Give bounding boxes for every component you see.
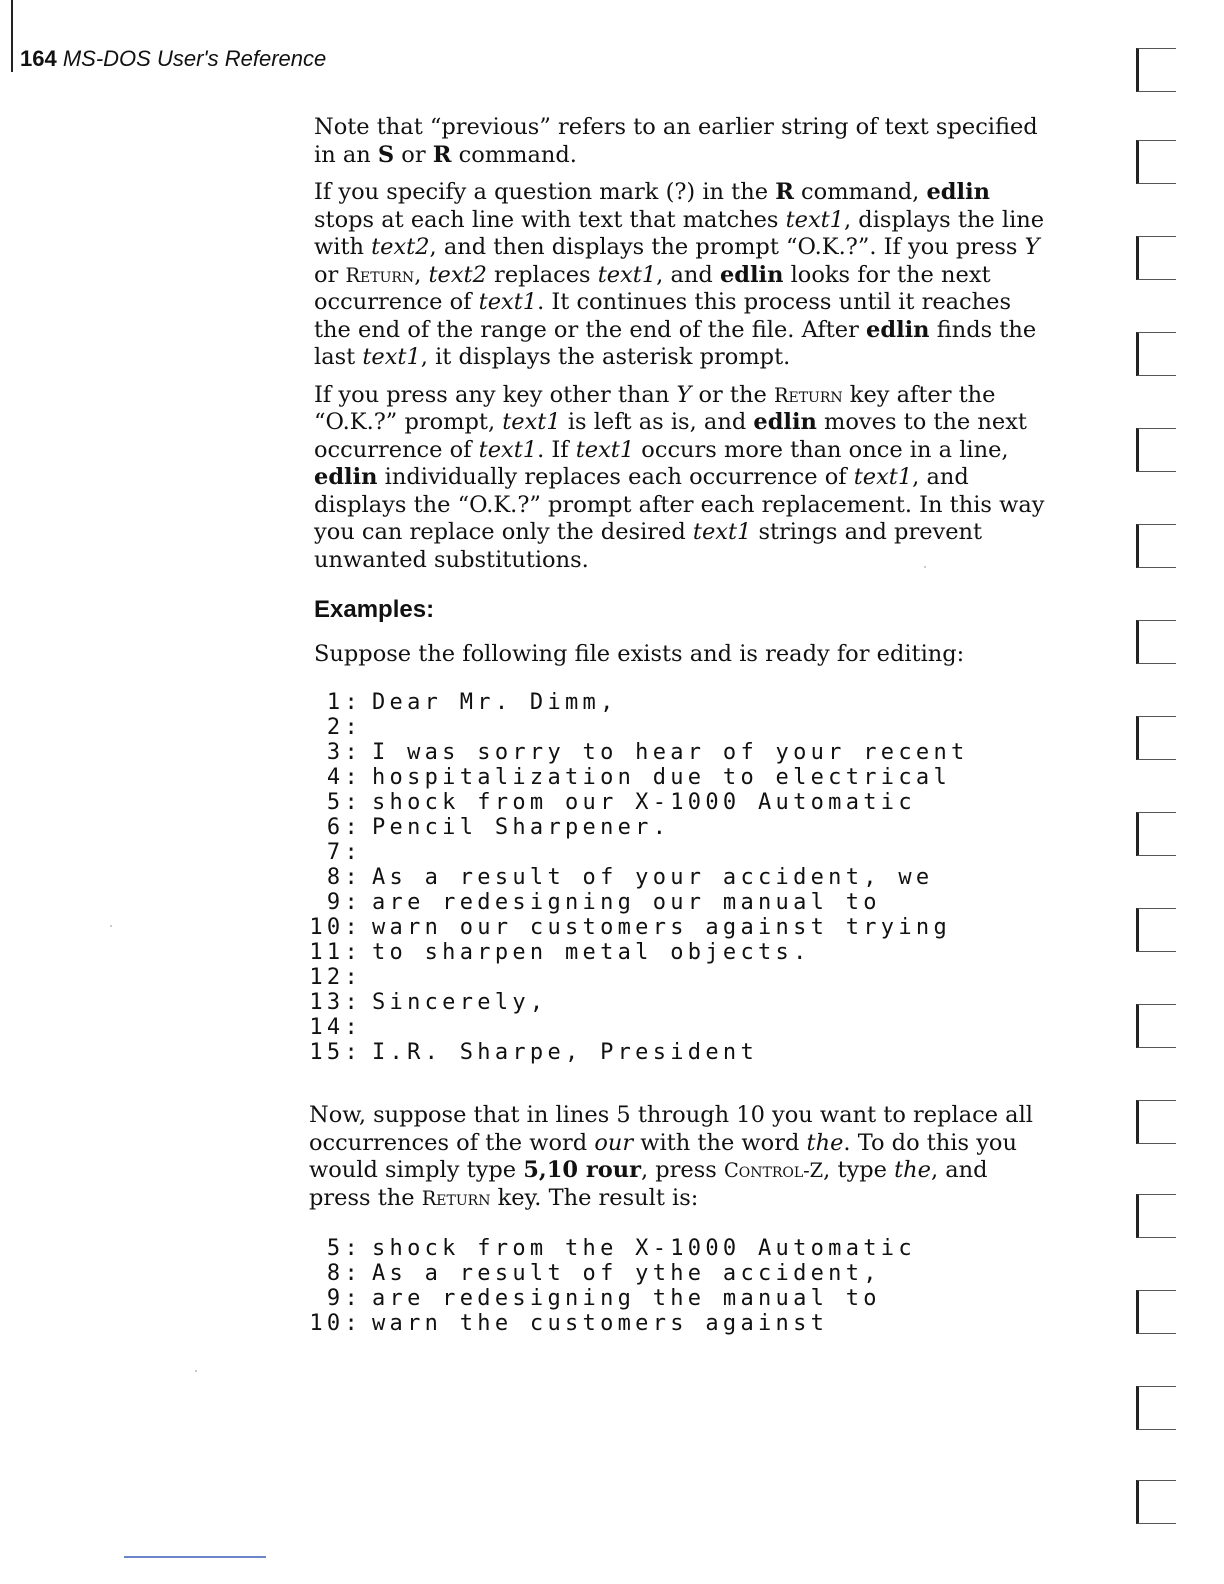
line-number: 2: [326, 715, 362, 740]
paragraph-previous-note [314, 114, 1049, 169]
line-text: As a result of your accident, we [372, 865, 934, 890]
paragraph-other-key [314, 382, 1049, 575]
text-run: with the word [633, 1129, 807, 1156]
command-r: R [432, 141, 452, 168]
line-text [364, 840, 372, 865]
return-key: Return [421, 1186, 491, 1210]
listing-line [300, 1311, 916, 1336]
edlin-term: edlin [926, 179, 990, 205]
text-run: key after the “O.K.?” prompt, [314, 381, 996, 435]
examples-heading: Examples: [314, 596, 435, 623]
binder-tab [1136, 140, 1176, 184]
listing-line [300, 890, 969, 915]
listing-line [300, 1286, 916, 1311]
text-run: key. The result is: [490, 1184, 699, 1211]
line-text: Pencil Sharpener. [372, 815, 671, 840]
text-run: strings and prevent unwanted substitutions. [314, 519, 983, 573]
text1-term: text1 [692, 519, 752, 545]
key-y: Y [676, 381, 692, 408]
binder-tab [1136, 524, 1176, 568]
line-text: hospitalization due to electrical [372, 765, 951, 790]
text-run: replaces [486, 261, 598, 288]
control-z-key: Control-Z [723, 1159, 824, 1182]
margin-rule [11, 0, 13, 72]
binder-tab [1136, 908, 1176, 952]
key-y: Y [1024, 234, 1040, 260]
text-run: . To do this you would simply type [309, 1129, 1017, 1183]
file-listing-original [300, 690, 969, 1065]
text-run: . If [537, 436, 576, 463]
paper-speck [110, 925, 112, 927]
line-text: Sincerely, [372, 990, 548, 1015]
footer-rule [124, 1556, 266, 1558]
listing-line [300, 990, 969, 1015]
binder-tab [1136, 1290, 1176, 1334]
binder-tab [1136, 1480, 1176, 1524]
text2-term: text2 [371, 234, 430, 260]
text1-term: text1 [362, 344, 421, 370]
edlin-term: edlin [753, 409, 817, 435]
text-run: or the [691, 381, 774, 408]
line-number: 7: [326, 840, 362, 865]
text-run: finds the last [314, 316, 1037, 370]
line-number: 1: [326, 690, 362, 715]
text-run: stops at each line with text that matches [314, 206, 786, 233]
listing-line [300, 690, 969, 715]
listing-line [300, 965, 969, 990]
text-run: , displays the line with [314, 206, 1045, 260]
line-text: are redesigning the manual to [372, 1286, 881, 1311]
text1-term: text1 [478, 436, 538, 463]
line-number: 10: [309, 915, 362, 940]
listing-line [300, 765, 969, 790]
command-s: S [377, 141, 395, 168]
text-run: moves to the next occurrence of [314, 409, 1027, 463]
line-text: warn our customers against trying [372, 915, 951, 940]
listing-line [300, 915, 969, 940]
listing-line [300, 1040, 969, 1065]
text-run: command, [793, 179, 927, 205]
listing-line [300, 940, 969, 965]
binder-tab [1136, 48, 1176, 92]
binder-tab [1136, 812, 1176, 856]
edlin-term: edlin [719, 261, 784, 288]
line-number: 5: [326, 1236, 362, 1261]
text1-term: text1 [502, 409, 561, 435]
text-run: looks for the next occurrence of [314, 261, 991, 315]
text-run: is left as is, and [560, 409, 754, 435]
line-number: 11: [309, 940, 362, 965]
line-number: 10: [309, 1311, 362, 1336]
text-run: or [394, 141, 433, 168]
text1-term: text1 [785, 206, 844, 233]
listing-line [300, 815, 969, 840]
text-run: . It continues this process until it reaches the end of the range or the end of the file. After [314, 289, 1012, 343]
running-head [20, 46, 326, 72]
line-text: Dear Mr. Dimm, [372, 690, 618, 715]
listing-line [300, 1261, 916, 1286]
listing-line [300, 1015, 969, 1040]
text1-term: text1 [575, 436, 635, 463]
line-text: I was sorry to hear of your recent [372, 740, 969, 765]
listing-line [300, 715, 969, 740]
listing-line [300, 865, 969, 890]
line-number: 12: [309, 965, 362, 990]
line-text [364, 1015, 372, 1040]
text-run: , and then displays the prompt “O.K.?”. If you press [429, 234, 1025, 260]
word-our: our [594, 1129, 634, 1156]
line-number: 9: [326, 890, 362, 915]
line-text: shock from our X-1000 Automatic [372, 790, 916, 815]
binder-tab [1136, 1194, 1176, 1238]
edlin-term: edlin [866, 316, 930, 343]
return-key: Return [345, 263, 415, 287]
paper-speck [195, 1370, 197, 1372]
text-run: If you specify a question mark (?) in the [314, 179, 776, 205]
text2-term: text2 [428, 261, 487, 288]
word-the: the [894, 1157, 931, 1183]
binder-tab [1136, 1100, 1176, 1144]
line-number: 6: [326, 815, 362, 840]
book-title: MS-DOS User's Reference [62, 46, 327, 71]
text1-term: text1 [853, 464, 913, 490]
line-number: 5: [326, 790, 362, 815]
binder-tab [1136, 428, 1176, 472]
return-key: Return [773, 383, 843, 407]
text1-term: text1 [597, 261, 657, 288]
text-run: command. [451, 141, 577, 168]
listing-line [300, 740, 969, 765]
text-run: , [414, 261, 429, 288]
line-text: As a result of ythe accident, [372, 1261, 881, 1286]
line-number: 8: [326, 865, 362, 890]
file-listing-result [300, 1236, 916, 1336]
line-text: shock from the X-1000 Automatic [372, 1236, 916, 1261]
text-run: occurs more than once in a line, [634, 436, 1009, 463]
text-run: Now, suppose that in lines 5 through 10 you want to replace all occurrences of the word [309, 1102, 1033, 1156]
text-run: Note that “previous” refers to an earlier string of text specified in an [314, 114, 1038, 168]
text1-term: text1 [478, 289, 538, 315]
line-text [364, 965, 372, 990]
binder-tab [1136, 1004, 1176, 1048]
line-text: are redesigning our manual to [372, 890, 881, 915]
listing-line [300, 840, 969, 865]
paragraph-question-mark [314, 179, 1049, 372]
line-number: 8: [326, 1261, 362, 1286]
text-run: If you press any key other than [314, 381, 677, 408]
text-run: , press [640, 1157, 724, 1183]
line-number: 14: [309, 1015, 362, 1040]
paper-speck [924, 566, 926, 568]
text-run: or [314, 261, 346, 288]
line-text [364, 715, 372, 740]
line-number: 3: [326, 740, 362, 765]
line-number: 4: [326, 765, 362, 790]
binder-tab [1136, 620, 1176, 664]
text-run: individually replaces each occurrence of [377, 464, 854, 490]
binder-tab [1136, 332, 1176, 376]
body-text [314, 114, 1049, 584]
binder-tab [1136, 716, 1176, 760]
line-text: warn the customers against [372, 1311, 829, 1336]
binder-tab [1136, 236, 1176, 280]
listing-line [300, 790, 969, 815]
listing-line [300, 1236, 916, 1261]
word-the: the [806, 1129, 844, 1156]
command-r: R [775, 179, 794, 205]
page-number: 164 [20, 46, 57, 71]
replace-command: 5,10 rour [523, 1157, 641, 1183]
examples-intro: Suppose the following file exists and is ready for editing: [314, 641, 965, 667]
text-run: , type [823, 1157, 895, 1183]
binder-tab [1136, 1386, 1176, 1430]
text-run: , and press the [309, 1157, 988, 1211]
paragraph-replace-instructions [309, 1102, 1049, 1212]
line-text: to sharpen metal objects. [372, 940, 811, 965]
text-run: , it displays the asterisk prompt. [420, 344, 791, 370]
line-number: 9: [326, 1286, 362, 1311]
text-run: , and [656, 261, 720, 288]
text-run: , and displays the “O.K.?” prompt after each replacement. In this way you can replace only the desired [314, 464, 1045, 545]
edlin-term: edlin [314, 464, 378, 490]
line-number: 15: [309, 1040, 362, 1065]
line-number: 13: [309, 990, 362, 1015]
line-text: I.R. Sharpe, President [372, 1040, 758, 1065]
